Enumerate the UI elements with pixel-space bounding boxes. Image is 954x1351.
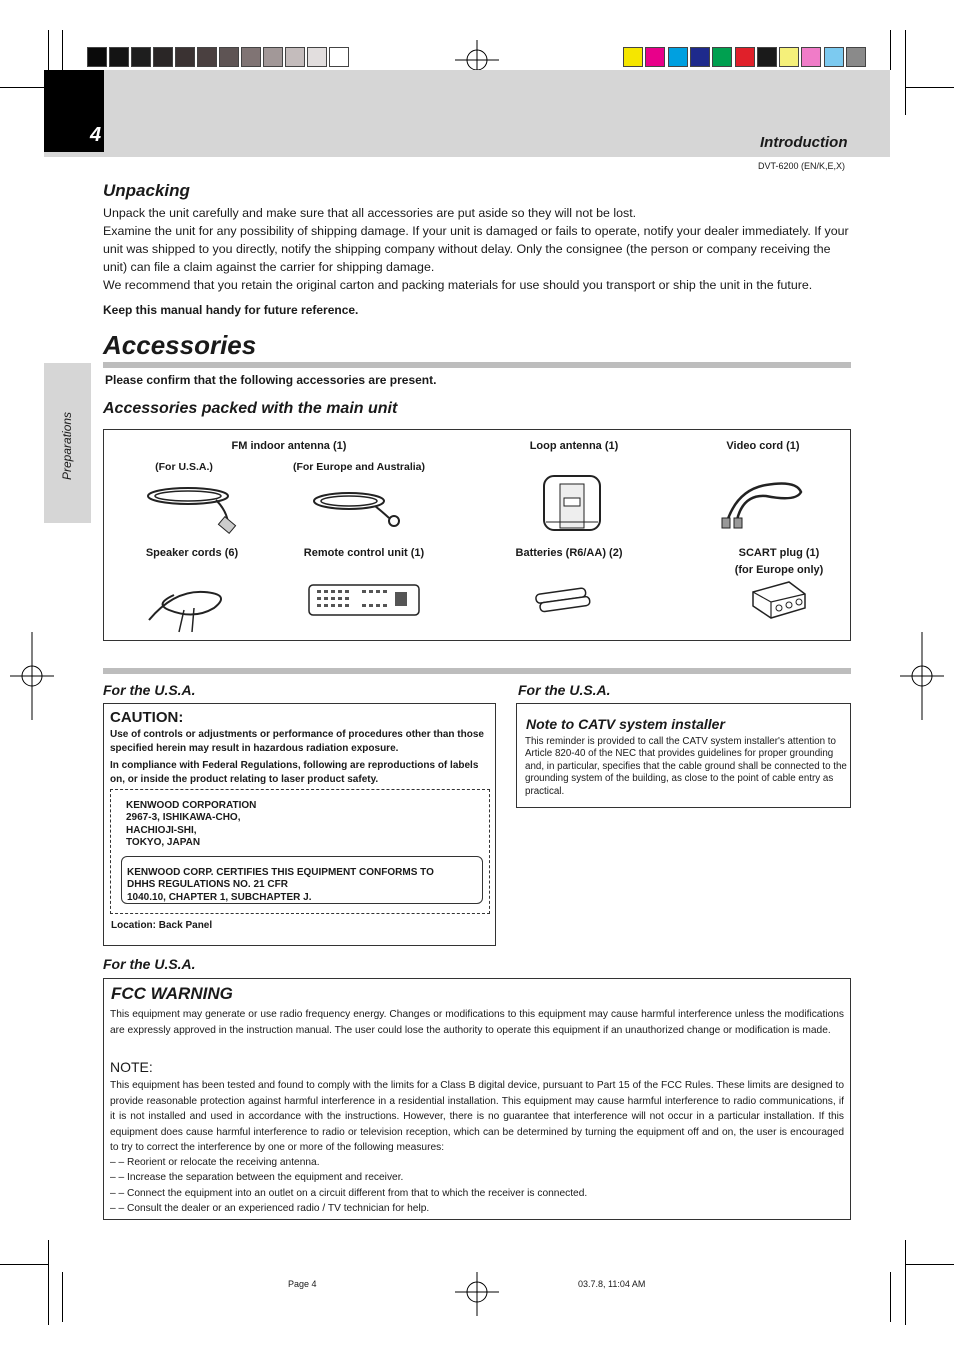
model-number: DVT-6200 (EN/K,E,X) xyxy=(758,161,846,171)
fcc-measure: – – Increase the separation between the equipment and receiver. xyxy=(110,1172,404,1184)
caution-rule xyxy=(103,668,851,674)
gray-swatch xyxy=(175,47,195,67)
remote-label: Remote control unit (1) xyxy=(303,547,425,559)
color-swatch xyxy=(846,47,866,67)
registration-mark-right xyxy=(900,632,944,720)
batteries-image xyxy=(532,587,597,613)
crop-mark xyxy=(890,30,891,70)
scart-note: (for Europe only) xyxy=(734,564,824,576)
gray-swatch xyxy=(263,47,283,67)
fcc-measure: – – Connect the equipment into an outlet on a circuit different from that to which the receiver is connected. xyxy=(110,1187,588,1199)
registration-mark-left xyxy=(10,632,54,720)
unpacking-p2: Examine the unit for any possibility of shipping damage. If your unit is damaged or fails to operate, notify your dealer immediately. If your unit was shipped to you directly, notify the shipping company without delay. Only the consignee (the person or company receiving the unit) can file a claim against the carrier for shipping damage. xyxy=(103,224,849,274)
accessories-title: Accessories xyxy=(103,330,257,360)
certification-line: 1040.10, CHAPTER 1, SUBCHAPTER J. xyxy=(127,891,312,903)
gray-swatch xyxy=(87,47,107,67)
fm-antenna-label: FM indoor antenna (1) xyxy=(231,440,347,452)
address-line: 2967-3, ISHIKAWA-CHO, xyxy=(126,812,241,824)
accessories-rule xyxy=(103,362,851,368)
scart-plug-image xyxy=(749,578,809,620)
loop-antenna-image xyxy=(540,472,605,532)
section-label: Introduction xyxy=(760,134,848,151)
side-tab-label: Preparations xyxy=(60,411,74,480)
crop-mark xyxy=(905,1264,954,1265)
crop-mark xyxy=(62,30,63,70)
fm-usa-label: (For U.S.A.) xyxy=(155,461,213,473)
catv-body: This reminder is provided to call the CATV system installer's attention to Article 820-40 of the NEC that provides guidelines for proper grounding and, in particular, specifies that the cable ground shall be connected to the grounding system of the building, as close to the point of cable entry as practical. xyxy=(525,736,847,797)
certification-label xyxy=(121,856,483,904)
caution-for-usa: For the U.S.A. xyxy=(103,682,196,698)
caution-p1: Use of controls or adjustments or performance of procedures other than those specified herein may result in hazardous radiation exposure. xyxy=(110,729,484,754)
packed-title: Accessories packed with the main unit xyxy=(103,400,398,417)
color-swatch xyxy=(712,47,732,67)
footer-date: 03.7.8, 11:04 AM xyxy=(578,1279,646,1289)
crop-mark xyxy=(62,1272,63,1322)
gray-swatch xyxy=(329,47,349,67)
color-swatch xyxy=(757,47,777,67)
address-line: TOKYO, JAPAN xyxy=(126,837,201,849)
crop-mark xyxy=(48,1240,49,1325)
address-block xyxy=(126,800,256,850)
gray-swatch xyxy=(153,47,173,67)
certification-line: DHHS REGULATIONS NO. 21 CFR xyxy=(127,879,288,891)
caution-title: CAUTION: xyxy=(110,709,184,726)
scart-label: SCART plug (1) xyxy=(738,547,820,559)
fcc-measure: – – Reorient or relocate the receiving antenna. xyxy=(110,1157,320,1168)
crop-mark xyxy=(0,87,48,88)
caution-box xyxy=(103,703,496,946)
fcc-note: This equipment has been tested and found to comply with the limits for a Class B digital device, pursuant to Part 15 of the FCC Rules. These limits are designed to provide reasonable protection against harmful interference in a residential installation. This equipment may cause harmful interference to radio communications, if it is not installed and used in accordance with the instructions. However, there is no guarantee that interference will not occur in a particular installation. If this equipment does cause harmful interference to radio or television reception, which can be determined by turning the equipment off and on, the user is encouraged to try to correct the interference by one or more of the following measures: xyxy=(110,1080,844,1153)
registration-mark-bottom xyxy=(455,1272,499,1316)
gray-swatch xyxy=(285,47,305,67)
fcc-box xyxy=(103,978,851,1220)
color-swatch xyxy=(623,47,643,67)
gray-swatch xyxy=(131,47,151,67)
crop-mark xyxy=(905,30,906,115)
catv-for-usa: For the U.S.A. xyxy=(518,682,611,698)
catv-title: Note to CATV system installer xyxy=(526,716,725,732)
fcc-measure: – – Consult the dealer or an experienced radio / TV technician for help. xyxy=(110,1203,430,1215)
color-swatch xyxy=(668,47,688,67)
remote-control-image xyxy=(307,583,422,619)
gray-swatch xyxy=(241,47,261,67)
unpacking-body xyxy=(103,204,855,294)
certification-line: KENWOOD CORP. CERTIFIES THIS EQUIPMENT CONFORMS TO xyxy=(127,867,434,878)
address-line: HACHIOJI-SHI, xyxy=(126,824,197,836)
fcc-p1: This equipment may generate or use radio frequency energy. Changes or modifications to this equipment may cause harmful interference unless the modifications are expressly approved in the instruction manual. The user could lose the authority to operate this equipment if an unauthorized change or modification is made. xyxy=(110,1009,844,1036)
color-swatch xyxy=(645,47,665,67)
certification-text xyxy=(127,867,434,904)
address-line: KENWOOD CORPORATION xyxy=(126,800,257,811)
crop-mark xyxy=(905,1240,906,1325)
footer-page: Page 4 xyxy=(288,1279,317,1289)
confirm-note: Please confirm that the following accessories are present. xyxy=(105,373,437,387)
caution-p2: In compliance with Federal Regulations, following are reproductions of labels on, or inside the product relating to laser product safety. xyxy=(110,760,479,785)
fcc-title: FCC WARNING xyxy=(111,984,233,1003)
unpacking-p1: Unpack the unit carefully and make sure that all accessories are put aside so they will not be lost. xyxy=(103,206,637,220)
fcc-measures xyxy=(110,1155,844,1217)
accessories-box xyxy=(103,429,851,641)
page-number: 4 xyxy=(90,124,102,146)
laser-label-frame xyxy=(110,789,490,914)
loop-antenna-label: Loop antenna (1) xyxy=(529,440,619,452)
color-swatch xyxy=(801,47,821,67)
crop-mark xyxy=(890,1272,891,1322)
batteries-label: Batteries (R6/AA) (2) xyxy=(515,547,623,559)
color-swatch xyxy=(735,47,755,67)
fcc-note-title: NOTE: xyxy=(110,1059,153,1075)
fm-europe-label: (For Europe and Australia) xyxy=(292,461,426,473)
fm-antenna-europe-image xyxy=(309,488,404,533)
gray-swatch xyxy=(109,47,129,67)
gray-swatch xyxy=(307,47,327,67)
video-cord-label: Video cord (1) xyxy=(726,440,800,452)
unpacking-p3: We recommend that you retain the original carton and packing materials for use should you transport or ship the unit in the future. xyxy=(103,278,813,292)
fm-antenna-usa-image xyxy=(146,482,241,537)
crop-mark xyxy=(0,1264,48,1265)
color-swatch xyxy=(690,47,710,67)
crop-mark xyxy=(905,87,954,88)
color-swatch xyxy=(824,47,844,67)
speaker-cords-image xyxy=(144,580,234,635)
catv-box xyxy=(516,703,851,808)
gray-swatch xyxy=(219,47,239,67)
color-swatch xyxy=(779,47,799,67)
keep-manual-note: Keep this manual handy for future reference. xyxy=(103,303,359,317)
video-cord-image xyxy=(716,470,811,530)
gray-swatch xyxy=(197,47,217,67)
unpacking-title: Unpacking xyxy=(103,181,190,200)
label-location: Location: Back Panel xyxy=(111,920,213,931)
fcc-for-usa: For the U.S.A. xyxy=(103,956,196,972)
speaker-cords-label: Speaker cords (6) xyxy=(145,547,239,559)
